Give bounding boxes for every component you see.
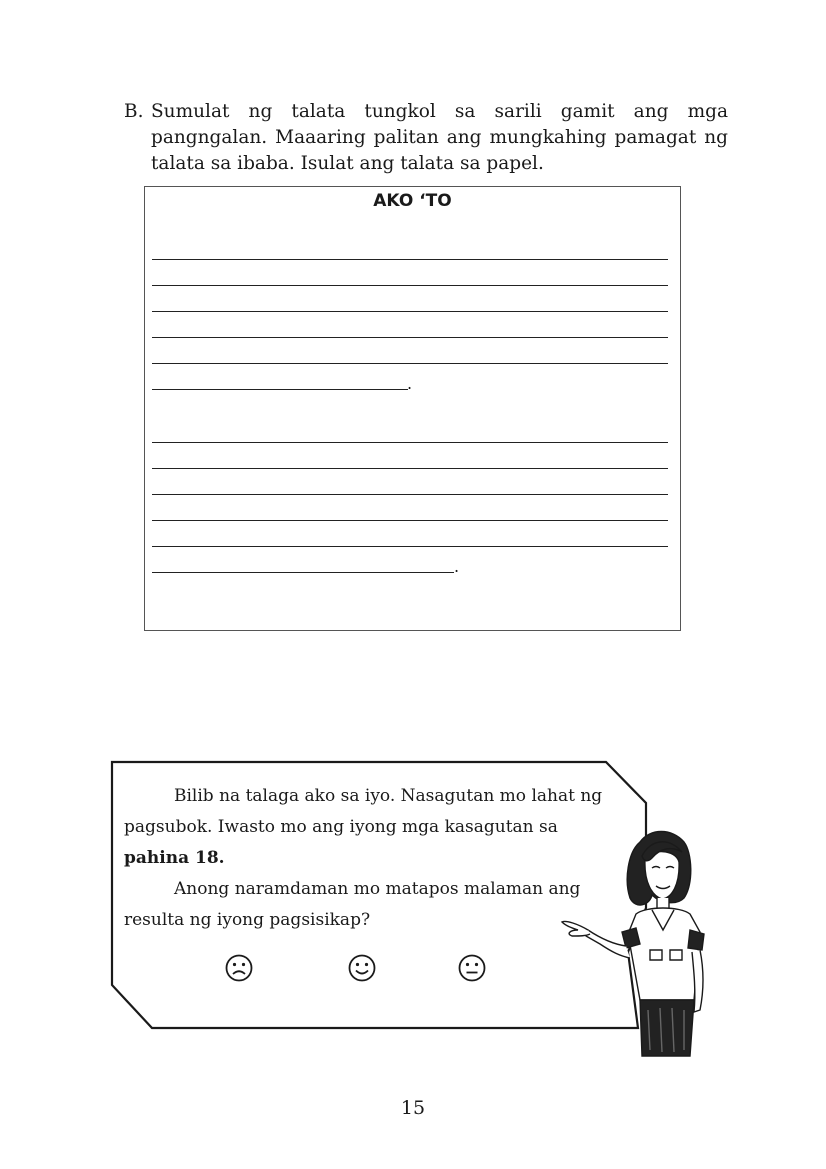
period-mark: . (454, 557, 460, 576)
page-reference: pahina 18. (124, 848, 225, 868)
speech-line-4: Anong naramdaman mo matapos malaman ang (174, 879, 581, 899)
speech-line-3 (124, 848, 624, 868)
box-title: AKO ‘TO (373, 191, 452, 211)
speech-line-5: resulta ng iyong pagsisikap? (124, 910, 371, 930)
neutral-face-icon[interactable] (457, 953, 487, 983)
speech-line-1: Bilib na talaga ako sa iyo. Nasagutan mo lahat ng (174, 786, 603, 806)
sad-face-icon[interactable] (224, 953, 254, 983)
instruction-text: Sumulat ng talata tungkol sa sarili gamit ang mga pangngalan. Maaaring palitan ang mungkahing pamagat ng talata sa ibaba. Isulat ang talata sa papel. (151, 101, 728, 174)
item-letter: B. (124, 101, 144, 122)
speech-line-2: pagsubok. Iwasto mo ang iyong mga kasagutan sa (124, 817, 558, 837)
page-number: 15 (400, 1097, 426, 1119)
happy-face-icon[interactable] (347, 953, 377, 983)
period-mark: . (407, 374, 413, 393)
